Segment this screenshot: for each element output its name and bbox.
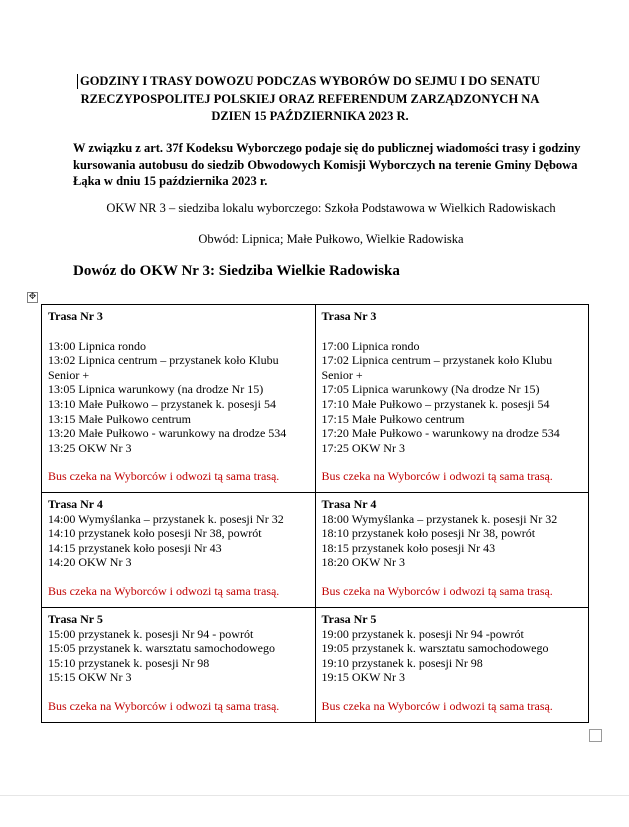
route-stop: 17:20 Małe Pułkowo - warunkowy na drodze 534	[321, 426, 560, 441]
route-stop: 15:10 przystanek k. posesji Nr 98	[48, 655, 210, 670]
route-stop: 19:05 przystanek k. warsztatu samochodowego	[321, 641, 549, 656]
intro-paragraph: W związku z art. 37f Kodeksu Wyborczego podaje się do publicznej wiadomości trasy i godziny kursowania autobusu do siedzib Obwodowych Komisji Wyborczych na terenie Gminy Dębowa Łąka w dniu 15 października 2023 r.	[73, 141, 581, 188]
route-stop: 14:10 przystanek koło posesji Nr 38, powrót	[48, 526, 262, 541]
square-icon[interactable]	[589, 729, 602, 742]
route-cell-left	[42, 305, 316, 493]
route-title: Trasa Nr 5	[321, 612, 377, 626]
section-heading: Dowóz do OKW Nr 3: Siedziba Wielkie Radowiska	[73, 263, 400, 279]
title-line-2: RZECZYPOSPOLITEJ POLSKIEJ ORAZ REFERENDUM ZARZĄDZONYCH NA	[80, 91, 540, 106]
route-stop: 13:25 OKW Nr 3	[48, 440, 132, 455]
route-cell-right	[315, 305, 589, 493]
route-note: Bus czeka na Wyborców i odwozi tą sama trasą.	[321, 583, 553, 598]
route-cell-right	[315, 608, 589, 723]
route-stop: 14:00 Wymyślanka – przystanek k. posesji Nr 32	[48, 511, 284, 526]
route-stop: 17:15 Małe Pułkowo centrum	[321, 411, 465, 426]
route-stop: 18:10 przystanek koło posesji Nr 38, powrót	[321, 526, 536, 541]
title-line-3: DZIEN 15 PAŹDZIERNIKA 2023 R.	[211, 109, 409, 123]
routes-table	[41, 304, 589, 723]
route-cell-right	[315, 493, 589, 608]
title-line-1: GODZINY I TRASY DOWOZU PODCZAS WYBORÓW DO SEJMU I DO SENATU	[79, 74, 541, 88]
route-stop: 17:00 Lipnica rondo	[321, 338, 420, 353]
okw-seat-line: OKW NR 3 – siedziba lokalu wyborczego: Szkoła Podstawowa w Wielkich Radowiskach	[106, 201, 556, 215]
route-stop: 17:02 Lipnica centrum – przystanek koło Klubu Senior +	[321, 353, 553, 382]
table-row	[42, 305, 589, 493]
route-stop: 17:25 OKW Nr 3	[321, 440, 405, 455]
route-stop: 18:00 Wymyślanka – przystanek k. posesji Nr 32	[321, 511, 558, 526]
route-stop: 13:05 Lipnica warunkowy (na drodze Nr 15)	[48, 382, 264, 397]
route-note: Bus czeka na Wyborców i odwozi tą sama trasą.	[48, 698, 280, 713]
route-note: Bus czeka na Wyborców i odwozi tą sama trasą.	[321, 469, 553, 484]
route-title: Trasa Nr 3	[321, 309, 377, 323]
table-row	[42, 493, 589, 608]
route-title: Trasa Nr 4	[321, 497, 377, 511]
table-row	[42, 608, 589, 723]
route-title: Trasa Nr 4	[48, 497, 103, 511]
route-title: Trasa Nr 5	[48, 612, 103, 626]
route-note: Bus czeka na Wyborców i odwozi tą sama trasą.	[48, 583, 280, 598]
route-title: Trasa Nr 3	[48, 309, 103, 323]
route-cell-left	[42, 608, 316, 723]
route-note: Bus czeka na Wyborców i odwozi tą sama trasą.	[321, 698, 553, 713]
route-stop: 13:10 Małe Pułkowo – przystanek k. posesji 54	[48, 396, 276, 411]
route-stop: 13:02 Lipnica centrum – przystanek koło Klubu Senior +	[48, 353, 279, 382]
route-note: Bus czeka na Wyborców i odwozi tą sama trasą.	[48, 469, 280, 484]
route-stop: 14:15 przystanek koło posesji Nr 43	[48, 540, 222, 555]
route-stop: 14:20 OKW Nr 3	[48, 555, 132, 570]
route-cell-left	[42, 493, 316, 608]
route-stop: 19:15 OKW Nr 3	[321, 670, 405, 685]
route-stop: 13:15 Małe Pułkowo centrum	[48, 411, 191, 426]
route-stop: 19:10 przystanek k. posesji Nr 98	[321, 655, 483, 670]
four-arrows-icon[interactable]: ✥	[28, 292, 37, 302]
route-stop: 18:15 przystanek koło posesji Nr 43	[321, 540, 496, 555]
route-stop: 18:20 OKW Nr 3	[321, 555, 405, 570]
route-stop: 15:00 przystanek k. posesji Nr 94 - powrót	[48, 626, 254, 641]
document-title	[70, 73, 550, 126]
route-stop: 13:20 Małe Pułkowo - warunkowy na drodze 534	[48, 426, 287, 441]
route-stop: 15:15 OKW Nr 3	[48, 670, 132, 685]
route-stop: 17:10 Małe Pułkowo – przystanek k. posesji 54	[321, 396, 550, 411]
route-stop: 19:00 przystanek k. posesji Nr 94 -powrót	[321, 626, 524, 641]
district-line: Obwód: Lipnica; Małe Pułkowo, Wielkie Radowiska	[198, 232, 464, 246]
route-stop: 17:05 Lipnica warunkowy (Na drodze Nr 15)	[321, 382, 540, 397]
route-stop: 15:05 przystanek k. warsztatu samochodowego	[48, 641, 275, 656]
route-stop: 13:00 Lipnica rondo	[48, 338, 146, 353]
page-divider	[0, 795, 629, 796]
